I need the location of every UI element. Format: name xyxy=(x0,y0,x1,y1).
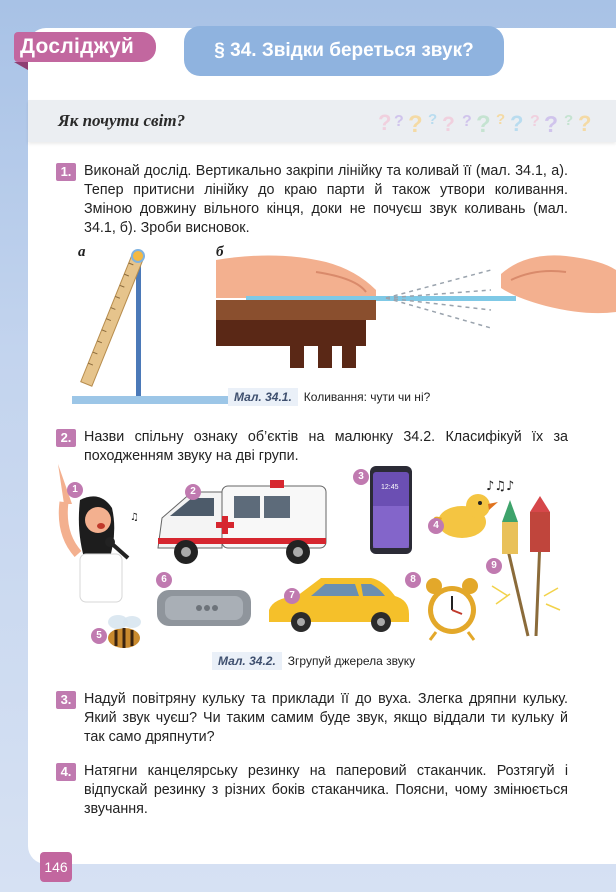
task-4 xyxy=(56,762,568,819)
figure-1-caption-text: Коливання: чути чи ні? xyxy=(303,390,431,404)
figure-2-caption-text: Згрупуй джерела звуку xyxy=(287,654,416,668)
task-text: Натягни канцелярську резинку на паперовий стаканчик. Розтягуй і відпускай резинку з різних боків стаканчика. Поясни, чому змінюється звучання. xyxy=(84,763,568,817)
page-number: 146 xyxy=(40,852,72,882)
figure-label-b: б xyxy=(216,244,224,260)
figure-label-a: а xyxy=(78,244,86,260)
subheader-bar xyxy=(28,100,616,142)
item-number-7: 7 xyxy=(284,588,300,604)
smartphone-illustration xyxy=(370,466,414,556)
svg-text:♫: ♫ xyxy=(130,512,139,523)
task-number: 1. xyxy=(56,163,76,181)
task-1 xyxy=(56,162,568,238)
item-number-8: 8 xyxy=(405,572,421,588)
svg-text:?: ? xyxy=(510,111,524,136)
task-text: Назви спільну ознаку об’єктів на малюнку 34.2. Класифікуй їх за походженням звуку на дві групи. xyxy=(84,429,568,464)
subheader-title: Як почути світ? xyxy=(58,111,186,130)
item-number-4: 4 xyxy=(428,518,444,534)
ambulance-illustration xyxy=(152,478,332,568)
task-number: 4. xyxy=(56,763,76,781)
item-number-1: 1 xyxy=(67,482,83,498)
phone-time: 12:45 xyxy=(381,484,399,491)
item-number-6: 6 xyxy=(156,572,172,588)
firecrackers-illustration xyxy=(492,500,562,640)
section-badge: Досліджуй xyxy=(14,32,156,62)
svg-text:?: ? xyxy=(428,111,438,128)
task-number: 2. xyxy=(56,429,76,447)
bee-illustration xyxy=(102,610,146,656)
svg-text:?: ? xyxy=(578,111,592,136)
item-number-5: 5 xyxy=(91,628,107,644)
svg-text:?: ? xyxy=(530,113,540,130)
ruler-on-stand-illustration xyxy=(70,246,240,406)
task-text: Надуй повітряну кульку та приклади її до вуха. Злегка дряпни кульку. Який звук чуєш? Чи таким самим буде звук, якщо віддали ти кульку й так само дряпнути? xyxy=(84,691,568,745)
item-number-3: 3 xyxy=(353,469,369,485)
svg-text:?: ? xyxy=(476,111,491,138)
figure-2-caption xyxy=(212,652,415,670)
svg-text:?: ? xyxy=(442,113,455,136)
svg-text:?: ? xyxy=(378,110,392,135)
item-number-2: 2 xyxy=(185,484,201,500)
svg-text:?: ? xyxy=(544,111,559,137)
task-3 xyxy=(56,690,568,747)
figure-1-caption-label: Мал. 34.1. xyxy=(228,388,298,406)
svg-text:?: ? xyxy=(394,113,404,130)
singing-girl-illustration xyxy=(50,464,140,604)
task-number: 3. xyxy=(56,691,76,709)
alarm-clock-illustration xyxy=(422,576,482,642)
task-2 xyxy=(56,428,568,466)
svg-text:♪♫♪: ♪♫♪ xyxy=(486,479,515,494)
svg-text:?: ? xyxy=(408,111,423,138)
speaker-illustration xyxy=(155,586,255,630)
svg-text:?: ? xyxy=(462,113,472,130)
svg-text:?: ? xyxy=(564,112,574,129)
item-number-9: 9 xyxy=(486,558,502,574)
page-title: § 34. Звідки береться звук? xyxy=(184,26,504,76)
svg-text:?: ? xyxy=(496,111,506,128)
task-text: Виконай дослід. Вертикально закріпи лінійку та коливай її (мал. 34.1, а). Тепер притисни лінійку до краю парти й також утвори коливання. Зміною довжину вільного кінця, доки не почуєш звук коливань (мал. 34.1, б). Зроби висновок. xyxy=(84,163,568,236)
question-marks-decoration xyxy=(376,104,616,138)
figure-2-caption-label: Мал. 34.2. xyxy=(212,652,282,670)
car-illustration xyxy=(263,576,413,636)
ruler-on-desk-illustration xyxy=(216,250,616,380)
figure-1-caption xyxy=(228,388,430,406)
